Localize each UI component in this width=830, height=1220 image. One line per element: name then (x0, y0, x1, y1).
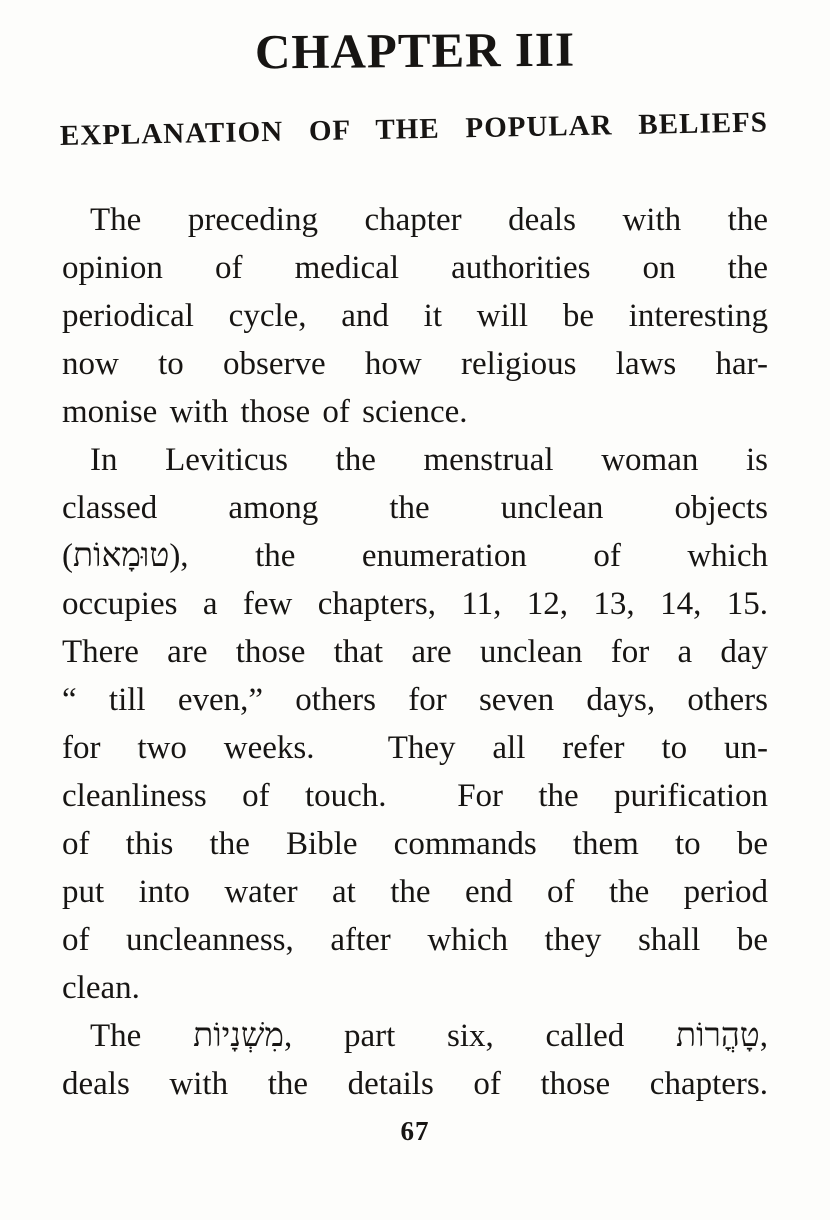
text-line: cleanliness of touch. For the purification (62, 778, 768, 814)
text-line: In Leviticus the menstrual woman is (90, 442, 768, 478)
chapter-title: CHAPTER III (254, 21, 576, 80)
text-line: opinion of medical authorities on the (62, 250, 768, 286)
text-line: The preceding chapter deals with the (90, 202, 768, 238)
text-line: put into water at the end of the period (62, 874, 768, 910)
text-line: The מִשְׁנָיוֹת, part six, called טָהֳרוֹת, (90, 1018, 768, 1054)
section-heading: EXPLANATION OF THE POPULAR BELIEFS (59, 106, 769, 152)
text-line: now to observe how religious laws har- (62, 346, 768, 382)
text-line: of this the Bible commands them to be (62, 826, 768, 862)
text-line: periodical cycle, and it will be interesting (62, 298, 768, 334)
paragraph (62, 196, 768, 436)
text-line: There are those that are unclean for a day (62, 634, 768, 670)
text-line: for two weeks. They all refer to un- (62, 730, 768, 766)
text-line: “ till even,” others for seven days, others (62, 682, 768, 718)
text-line: of uncleanness, after which they shall be (62, 922, 768, 958)
paragraph (62, 436, 768, 1012)
text-line: clean. (62, 970, 140, 1006)
page-number: 67 (400, 1116, 430, 1146)
paragraph (62, 1012, 768, 1108)
text-line: occupies a few chapters, 11, 12, 13, 14, 15. (62, 586, 768, 622)
body-text (62, 196, 768, 1108)
text-line: classed among the unclean objects (62, 490, 768, 526)
text-line: monise with those of science. (62, 394, 468, 430)
text-line: deals with the details of those chapters. (62, 1066, 768, 1102)
text-line: (טוּמָאוֹת), the enumeration of which (62, 538, 768, 574)
